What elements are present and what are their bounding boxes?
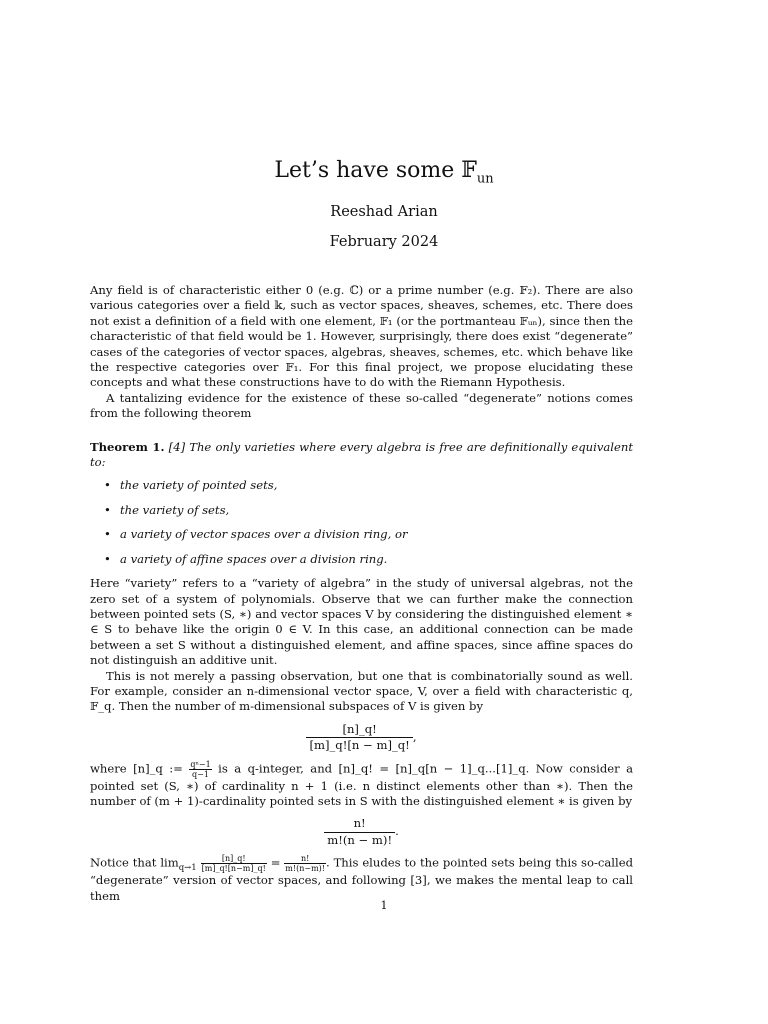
paragraph-limit [90, 854, 633, 904]
fraction-small [201, 854, 267, 873]
limit-subscript: q→1 [178, 863, 197, 873]
list-item: • a variety of affine spaces over a division ring. [90, 552, 633, 567]
fraction-numerator: [n]_q! [342, 721, 377, 736]
text-segment: . This eludes to the pointed sets being this so-called “degenerate” version of vector spaces, and following [3], we makes the mental leap to call them [90, 855, 633, 903]
equation-binomial [90, 816, 633, 848]
fraction-denominator: q−1 [189, 769, 211, 779]
paper-title [0, 158, 768, 186]
list-item: • the variety of pointed sets, [90, 478, 633, 493]
theorem-statement: [4] The only varieties where every algebra is free are definitionally equivalent to: [90, 439, 633, 470]
text-segment: where [n]_q := [90, 761, 183, 776]
paper-author: Reeshad Arian [330, 204, 438, 220]
fraction-denominator: m!(n−m)! [285, 864, 325, 874]
paper-body [90, 283, 633, 904]
text-segment: = [270, 855, 281, 870]
fraction-denominator: [m]_q![n−m]_q! [201, 864, 266, 874]
fraction-denominator: m!(n − m)! [324, 832, 395, 848]
fraction-numerator: qⁿ−1 [190, 759, 211, 769]
fraction [324, 816, 395, 848]
text-segment: is a q-integer, and [n]_q! = [n]_q[n − 1]_q...[1]_q. Now consider a pointed set (S, ∗) of cardinality n + 1 (i.e. n distinct elements other than ∗). Then the number of (m + 1)-cardinality pointed sets in S with the distinguished element ∗ is given by [90, 761, 633, 808]
equation-qbinomial [90, 722, 633, 754]
theorem-label: Theorem 1. [90, 439, 165, 454]
fraction-denominator: [m]_q![n − m]_q! [306, 737, 412, 753]
fraction-numerator: n! [300, 854, 310, 864]
theorem-block [90, 440, 633, 471]
paragraph-evidence: A tantalizing evidence for the existence of these so-called “degenerate” notions comes from the following theorem [90, 390, 633, 421]
fraction-numerator: [n]_q! [221, 854, 246, 864]
paper-date: February 2024 [329, 234, 439, 250]
theorem-list [90, 478, 633, 567]
fraction-small [189, 760, 211, 779]
equation-punctuation: , [412, 729, 417, 744]
page-number: 1 [380, 899, 388, 912]
list-item: • a variety of vector spaces over a division ring, or [90, 527, 633, 542]
title-text: Let’s have some 𝔽 [274, 158, 477, 183]
paragraph-combinatorial: This is not merely a passing observation, but one that is combinatorially sound as well. For example, consider an n-dimensional vector space, V, over a field with characteristic q, 𝔽_q. Then the number of m-dimensional subspaces of V is given by [90, 668, 633, 714]
paragraph-qinteger [90, 760, 633, 810]
title-subscript: un [476, 171, 494, 187]
list-item: • the variety of sets, [90, 503, 633, 518]
paragraph-intro: Any field is of characteristic either 0 (e.g. ℂ) or a prime number (e.g. 𝔽₂). There are also various categories over a field 𝕜, such as vector spaces, sheaves, schemes, etc. There does not exist a definition of a field with one element, 𝔽₁ (or the portmanteau 𝔽ᵤₙ), since then the characteristic of that field would be 1. However, surprisingly, there does exist “degenerate” cases of the categories of vector spaces, algebras, sheaves, schemes, etc. which behave like the respective categories over 𝔽₁. For this final project, we propose elucidating these concepts and what these constructions have to do with the Riemann Hypothesis. [90, 283, 633, 390]
text-segment: Notice that lim [90, 855, 179, 870]
fraction [306, 722, 412, 754]
fraction-small [284, 854, 326, 873]
equation-punctuation: . [395, 824, 399, 839]
paragraph-variety: Here “variety” refers to a “variety of algebra” in the study of universal algebras, not the zero set of a system of polynomials. Observe that we can further make the connection between pointed sets (S, ∗) and vector spaces V by considering the distinguished element ∗ ∈ S to behave like the origin 0 ∈ V. In this case, an additional connection can be made between a set S without a distinguished element, and affine spaces, since affine spaces do not distinguish an additive unit. [90, 576, 633, 668]
fraction-numerator: n! [353, 816, 366, 831]
